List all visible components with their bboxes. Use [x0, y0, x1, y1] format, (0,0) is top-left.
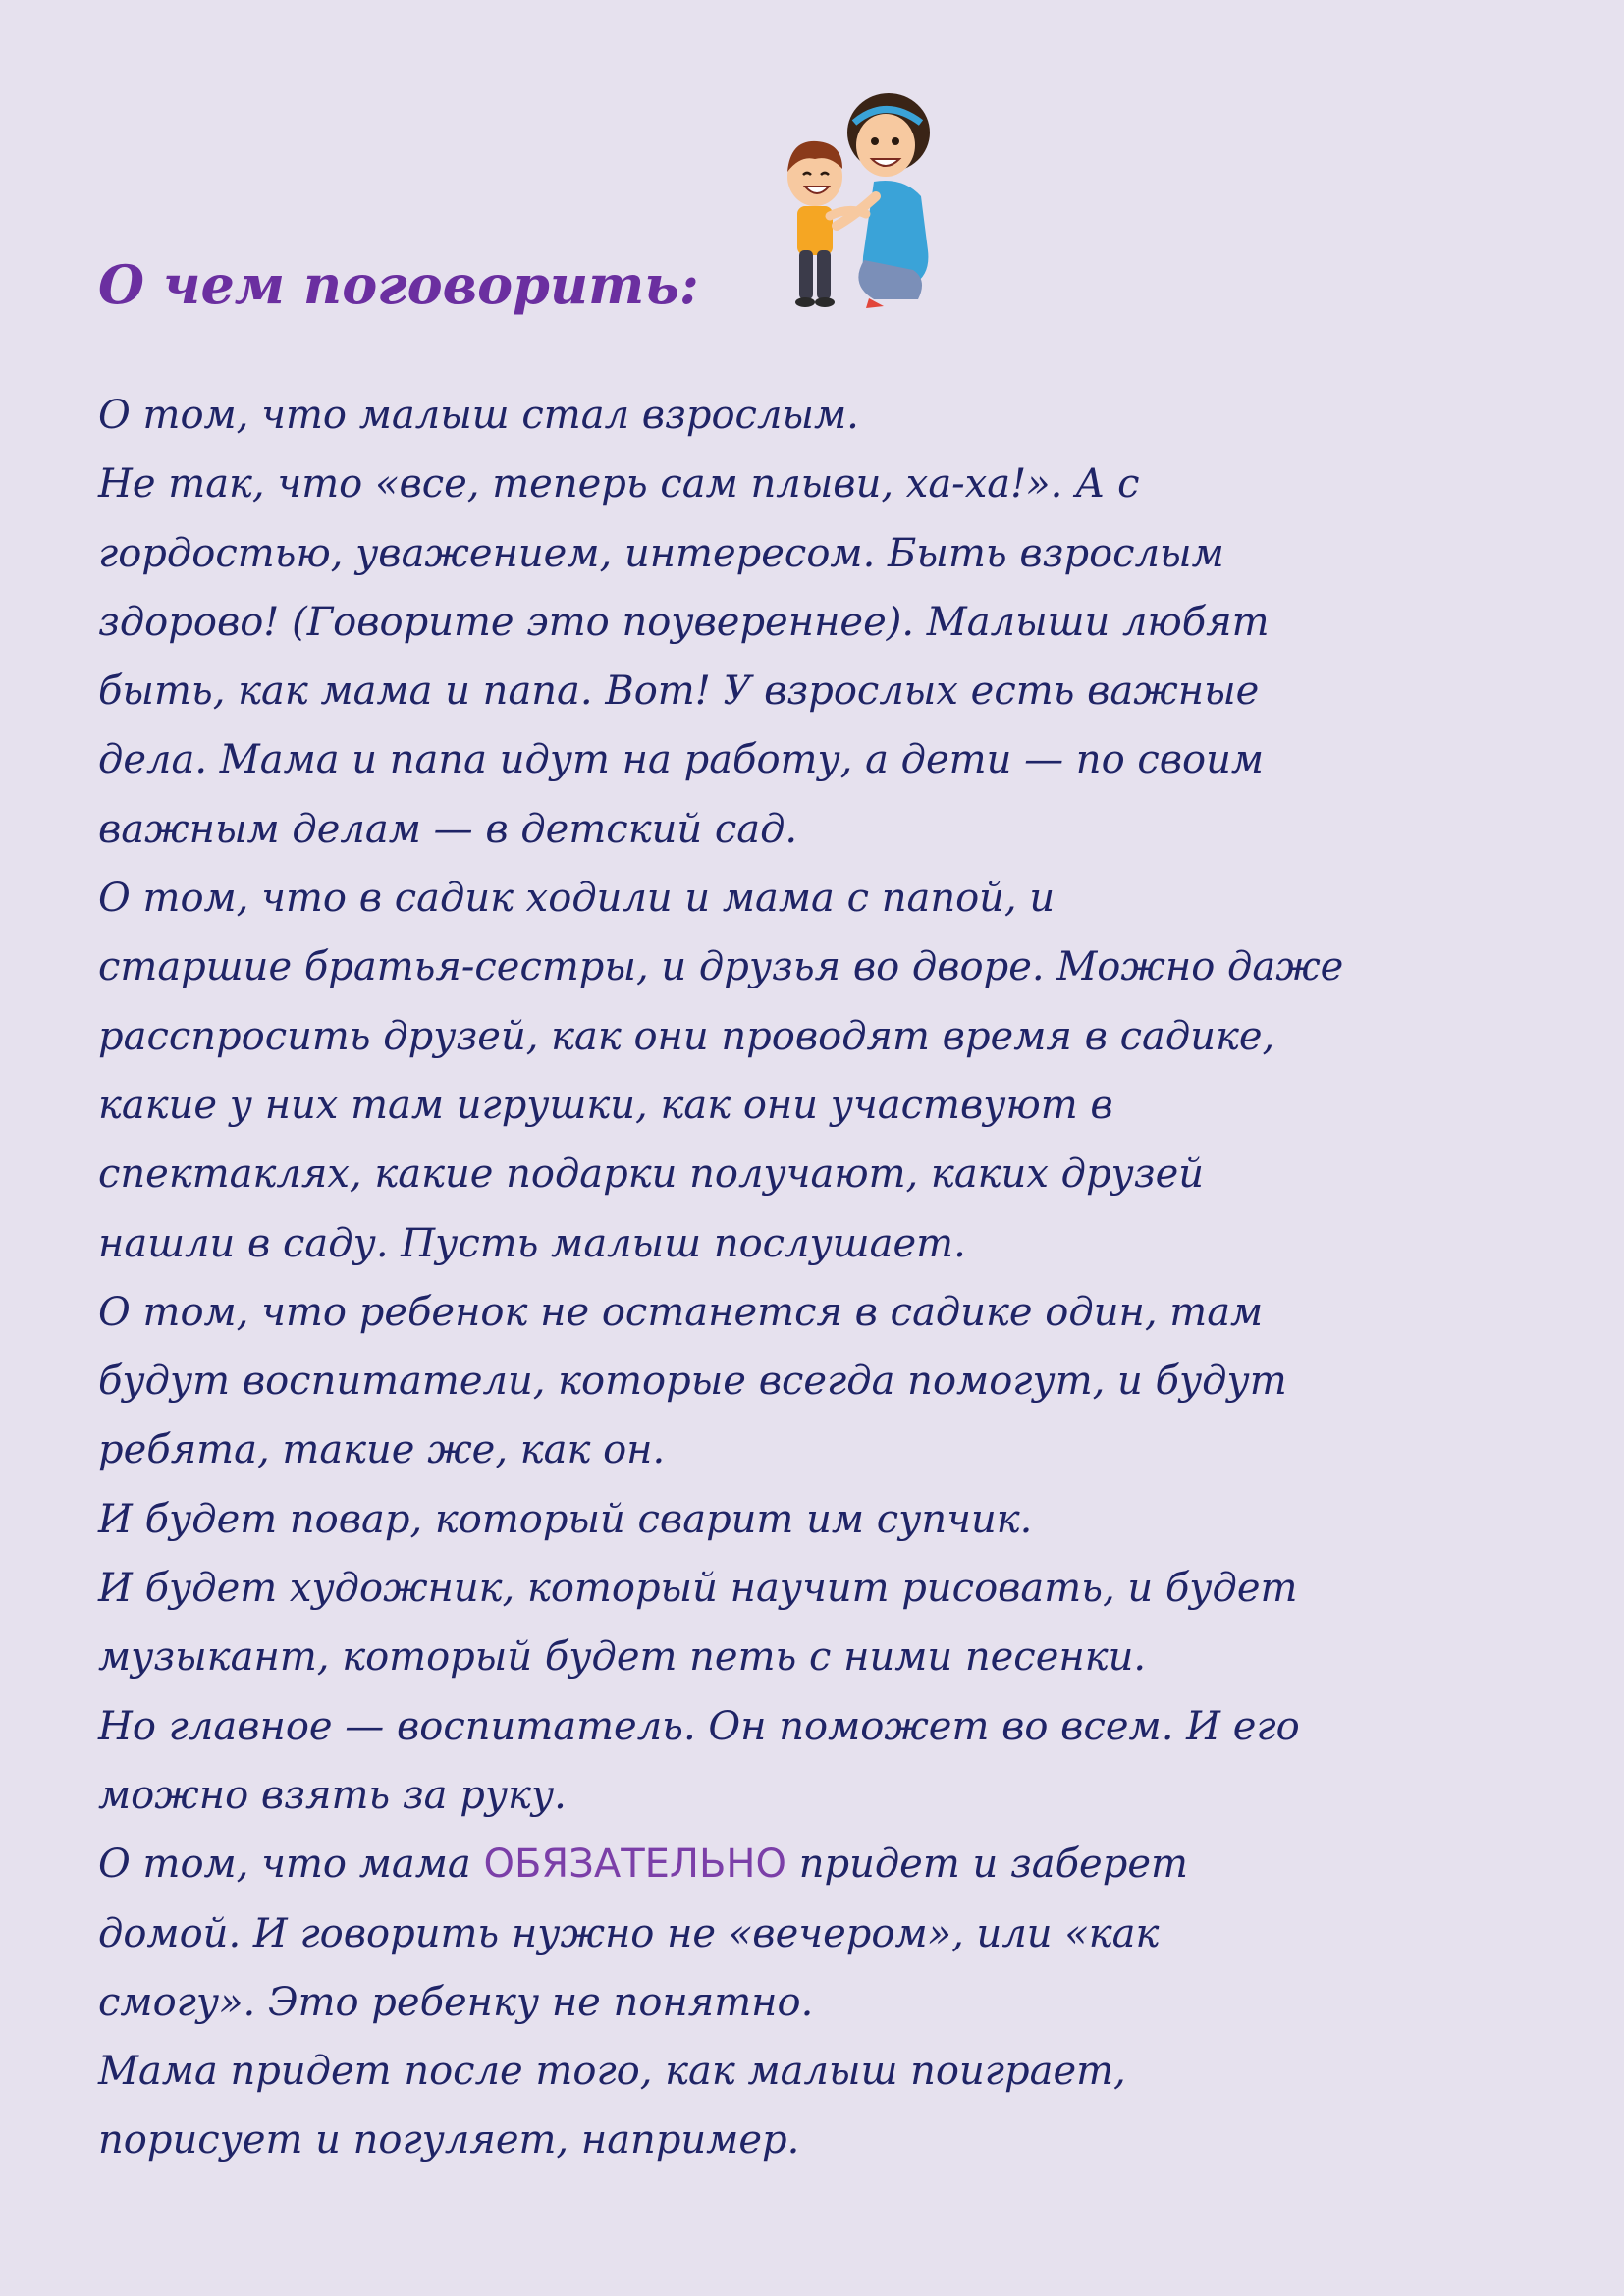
text-segment: старшие братья-сестры, и друзья во дворе. Можно даже	[98, 944, 1344, 990]
text-line	[98, 657, 1532, 725]
text-segment: Мама придет после того, как малыш поиграет,	[98, 2049, 1126, 2095]
text-segment: О том, что в садик ходили и мама с папой, и	[98, 876, 1056, 922]
text-line	[98, 864, 1532, 933]
text-segment: придет и заберет	[785, 1842, 1188, 1888]
text-line	[98, 2106, 1532, 2174]
text-line	[98, 795, 1532, 864]
text-segment: нашли в саду. Пусть малыш послушает.	[98, 1220, 966, 1266]
text-segment: будут воспитатели, которые всегда помогут, и будут	[98, 1359, 1287, 1405]
text-segment: домой. И говорить нужно не «вечером», или «как	[98, 1910, 1160, 1956]
text-segment: важным делам — в детский сад.	[98, 806, 798, 852]
text-segment: какие у них там игрушки, как они участвуют в	[98, 1082, 1113, 1128]
text-line	[98, 1415, 1532, 1484]
text-line	[98, 2037, 1532, 2106]
text-segment: расспросить друзей, как они проводят время в садике,	[98, 1013, 1275, 1059]
page-title: О чем поговорить:	[98, 253, 699, 316]
text-segment: музыкант, который будет петь с ними песенки.	[98, 1634, 1147, 1681]
text-line	[98, 1485, 1532, 1554]
text-segment: спектаклях, какие подарки получают, каких друзей	[98, 1151, 1204, 1198]
text-segment: Не так, что «все, теперь сам плыви, ха-ха!». А с	[98, 461, 1140, 507]
text-segment: смогу». Это ребенку не понятно.	[98, 1979, 814, 2025]
text-line	[98, 1209, 1532, 1278]
text-segment: И будет повар, который сварит им супчик.	[98, 1496, 1033, 1542]
text-line	[98, 450, 1532, 518]
text-line	[98, 381, 1532, 450]
body-text	[98, 381, 1532, 2175]
text-segment: Но главное — воспитатель. Он поможет во всем. И его	[98, 1703, 1300, 1749]
text-segment: быть, как мама и папа. Вот! У взрослых есть важные	[98, 668, 1260, 715]
text-line	[98, 1830, 1532, 1898]
mother-and-child-illustration-icon	[756, 79, 952, 314]
text-line	[98, 725, 1532, 794]
text-line	[98, 519, 1532, 588]
text-segment: ребята, такие же, как он.	[98, 1427, 666, 1473]
text-line	[98, 1623, 1532, 1691]
text-line	[98, 1071, 1532, 1140]
text-segment: О том, что малыш стал взрослым.	[98, 393, 859, 438]
text-segment: здорово! (Говорите это поувереннее). Малыши любят	[98, 599, 1270, 645]
text-segment: дела. Мама и папа идут на работу, а дети — по своим	[98, 737, 1265, 783]
text-segment: О том, что ребенок не останется в садике один, там	[98, 1289, 1264, 1335]
text-line	[98, 1002, 1532, 1071]
text-segment: можно взять за руку.	[98, 1772, 567, 1818]
text-line	[98, 1899, 1532, 1968]
text-line	[98, 1761, 1532, 1830]
text-line	[98, 1347, 1532, 1415]
text-line	[98, 588, 1532, 657]
emphasis-word: ОБЯЗАТЕЛЬНО	[483, 1842, 786, 1888]
text-segment: О том, что мама	[98, 1842, 484, 1888]
text-line	[98, 1968, 1532, 2037]
text-line	[98, 1692, 1532, 1761]
text-line	[98, 1554, 1532, 1623]
text-line	[98, 1278, 1532, 1347]
text-segment: И будет художник, который научит рисовать, и будет	[98, 1566, 1298, 1612]
text-line	[98, 933, 1532, 1001]
text-segment: гордостью, уважением, интересом. Быть взрослым	[98, 530, 1224, 576]
text-segment: порисует и погуляет, например.	[98, 2117, 800, 2163]
text-line	[98, 1140, 1532, 1208]
